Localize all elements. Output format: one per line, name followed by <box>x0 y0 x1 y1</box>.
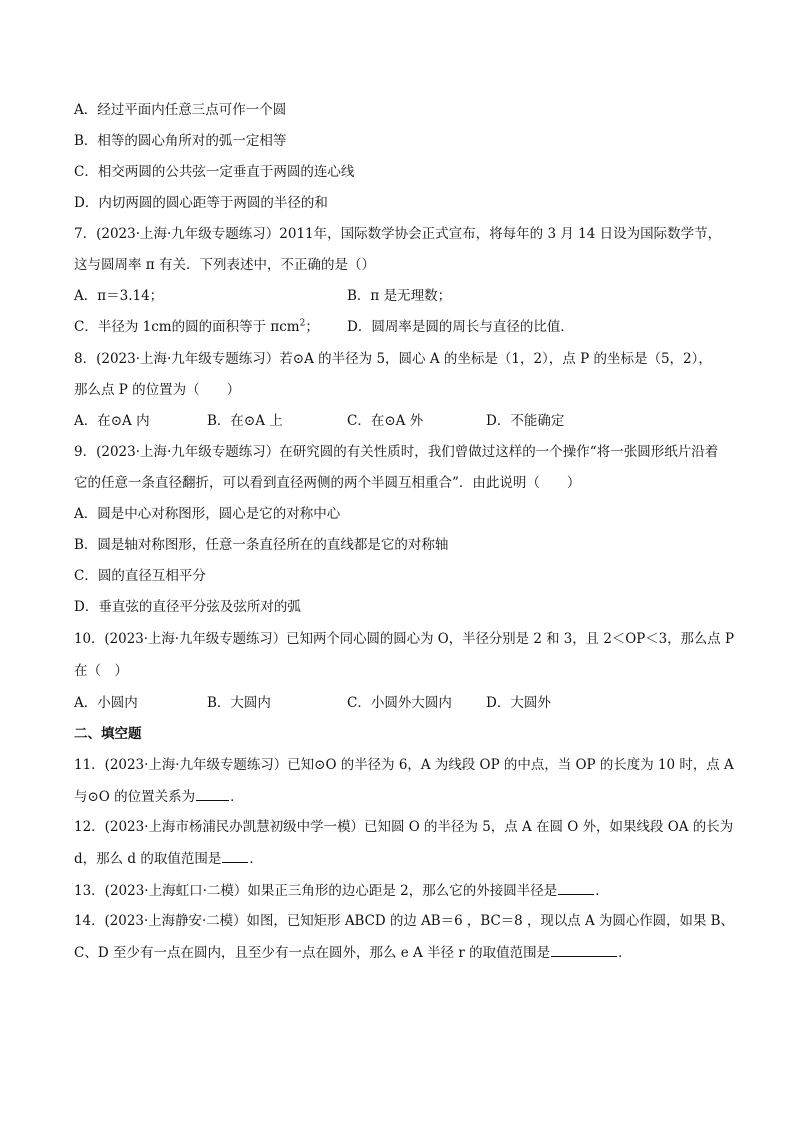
q14-stem-line1: 14．(2023·上海静安·二模）如图，已知矩形 ABCD 的边 AB＝6 ，BC＝8 ，现以点 A 为圆心作圆，如果 B、 <box>74 913 734 929</box>
q8-stem-line1: 8．(2023·上海·九年级专题练习）若⊙A 的半径为 5，圆心 A 的坐标是（1，2），点 P 的坐标是（5，2）， <box>74 351 712 367</box>
q6-option-c: C．相交两圆的公共弦一定垂直于两圆的连心线 <box>74 164 355 180</box>
q8-option-a: A．在⊙A 内 <box>74 413 150 429</box>
q8-stem-line2: 那么点 P 的位置为（ ） <box>74 382 241 398</box>
q10-option-d: D．大圆外 <box>486 695 551 711</box>
q12-answer-blank <box>222 849 248 863</box>
q13-stem <box>74 881 609 899</box>
q10-option-a: A．小圆内 <box>74 695 138 711</box>
q10-stem-line1: 10．(2023·上海·九年级专题练习）已知两个同心圆的圆心为 O，半径分别是 2 和 3，且 2＜OP＜3，那么点 P <box>74 631 734 647</box>
q9-option-d: D．垂直弦的直径平分弦及弦所对的弧 <box>74 599 301 615</box>
q11-end: ． <box>230 789 244 805</box>
q7-option-a: A．π＝3.14； <box>74 288 164 304</box>
q14-answer-blank <box>551 943 617 957</box>
q8-option-d: D．不能确定 <box>486 413 565 429</box>
q14-end: ． <box>618 945 632 961</box>
q7-option-c-end: ； <box>305 319 319 335</box>
q10-option-b: B．大圆内 <box>207 695 271 711</box>
q12-stem-line1: 12．(2023·上海市杨浦民办凯慧初级中学一模）已知圆 O 的半径为 5，点 A 在圆 O 外，如果线段 OA 的长为 <box>74 819 734 835</box>
q13-answer-blank <box>558 881 594 895</box>
q12-stem-line2 <box>74 849 263 867</box>
q9-option-b: B．圆是轴对称图形，任意一条直径所在的直线都是它的对称轴 <box>74 537 449 553</box>
q11-answer-blank <box>196 787 229 801</box>
q9-stem-line1: 9．(2023·上海·九年级专题练习）在研究圆的有关性质时，我们曾做过这样的一个操作“将一张圆形纸片沿着 <box>74 444 719 460</box>
q8-option-b: B．在⊙A 上 <box>207 413 283 429</box>
q12-end: ． <box>249 851 263 867</box>
q6-option-a: A．经过平面内任意三点可作一个圆 <box>74 102 287 118</box>
q11-stem-line1: 11．(2023·上海·九年级专题练习）已知⊙O 的半径为 6，A 为线段 OP 的中点，当 OP 的长度为 10 时，点 A <box>74 757 734 773</box>
q7-option-c <box>74 318 319 336</box>
q13-text: 13．(2023·上海虹口·二模）如果正三角形的边心距是 2，那么它的外接圆半径是 <box>74 883 558 899</box>
q9-option-a: A．圆是中心对称图形，圆心是它的对称中心 <box>74 506 341 522</box>
q7-stem-line1: 7．(2023·上海·九年级专题练习）2011年，国际数学协会正式宣布，将每年的 3 月 14 日设为国际数学节， <box>74 226 722 242</box>
q14-stem-line2 <box>74 943 632 961</box>
q7-option-d: D．圆周率是圆的周长与直径的比值． <box>347 319 574 335</box>
q12-text: d，那么 d 的取值范围是 <box>74 851 222 867</box>
q7-option-c-superscript: 2 <box>299 318 306 329</box>
q9-stem-line2: 它的任意一条直径翻折，可以看到直径两侧的两个半圆互相重合”．由此说明（ ） <box>74 475 581 491</box>
q6-option-d: D．内切两圆的圆心距等于两圆的半径的和 <box>74 195 328 211</box>
q10-stem-line2: 在（ ） <box>74 663 128 679</box>
q11-text: 与⊙O 的位置关系为 <box>74 789 196 805</box>
q8-option-c: C．在⊙A 外 <box>347 413 424 429</box>
q7-option-b: B．π 是无理数； <box>347 288 452 304</box>
q10-option-c: C．小圆外大圆内 <box>347 695 452 711</box>
q7-option-c-text: C．半径为 1cm的圆的面积等于 πcm <box>74 319 300 335</box>
q7-stem-line2: 这与圆周率 π 有关．下列表述中，不正确的是（） <box>74 257 375 273</box>
q13-end: ． <box>595 883 609 899</box>
q6-option-b: B．相等的圆心角所对的弧一定相等 <box>74 133 287 149</box>
q14-text: C、D 至少有一点在圆内，且至少有一点在圆外，那么 e A 半径 r 的取值范围是 <box>74 945 551 961</box>
q11-stem-line2 <box>74 787 244 805</box>
section-heading-fill-in: 二、填空题 <box>74 726 142 742</box>
q9-option-c: C．圆的直径互相平分 <box>74 568 206 584</box>
